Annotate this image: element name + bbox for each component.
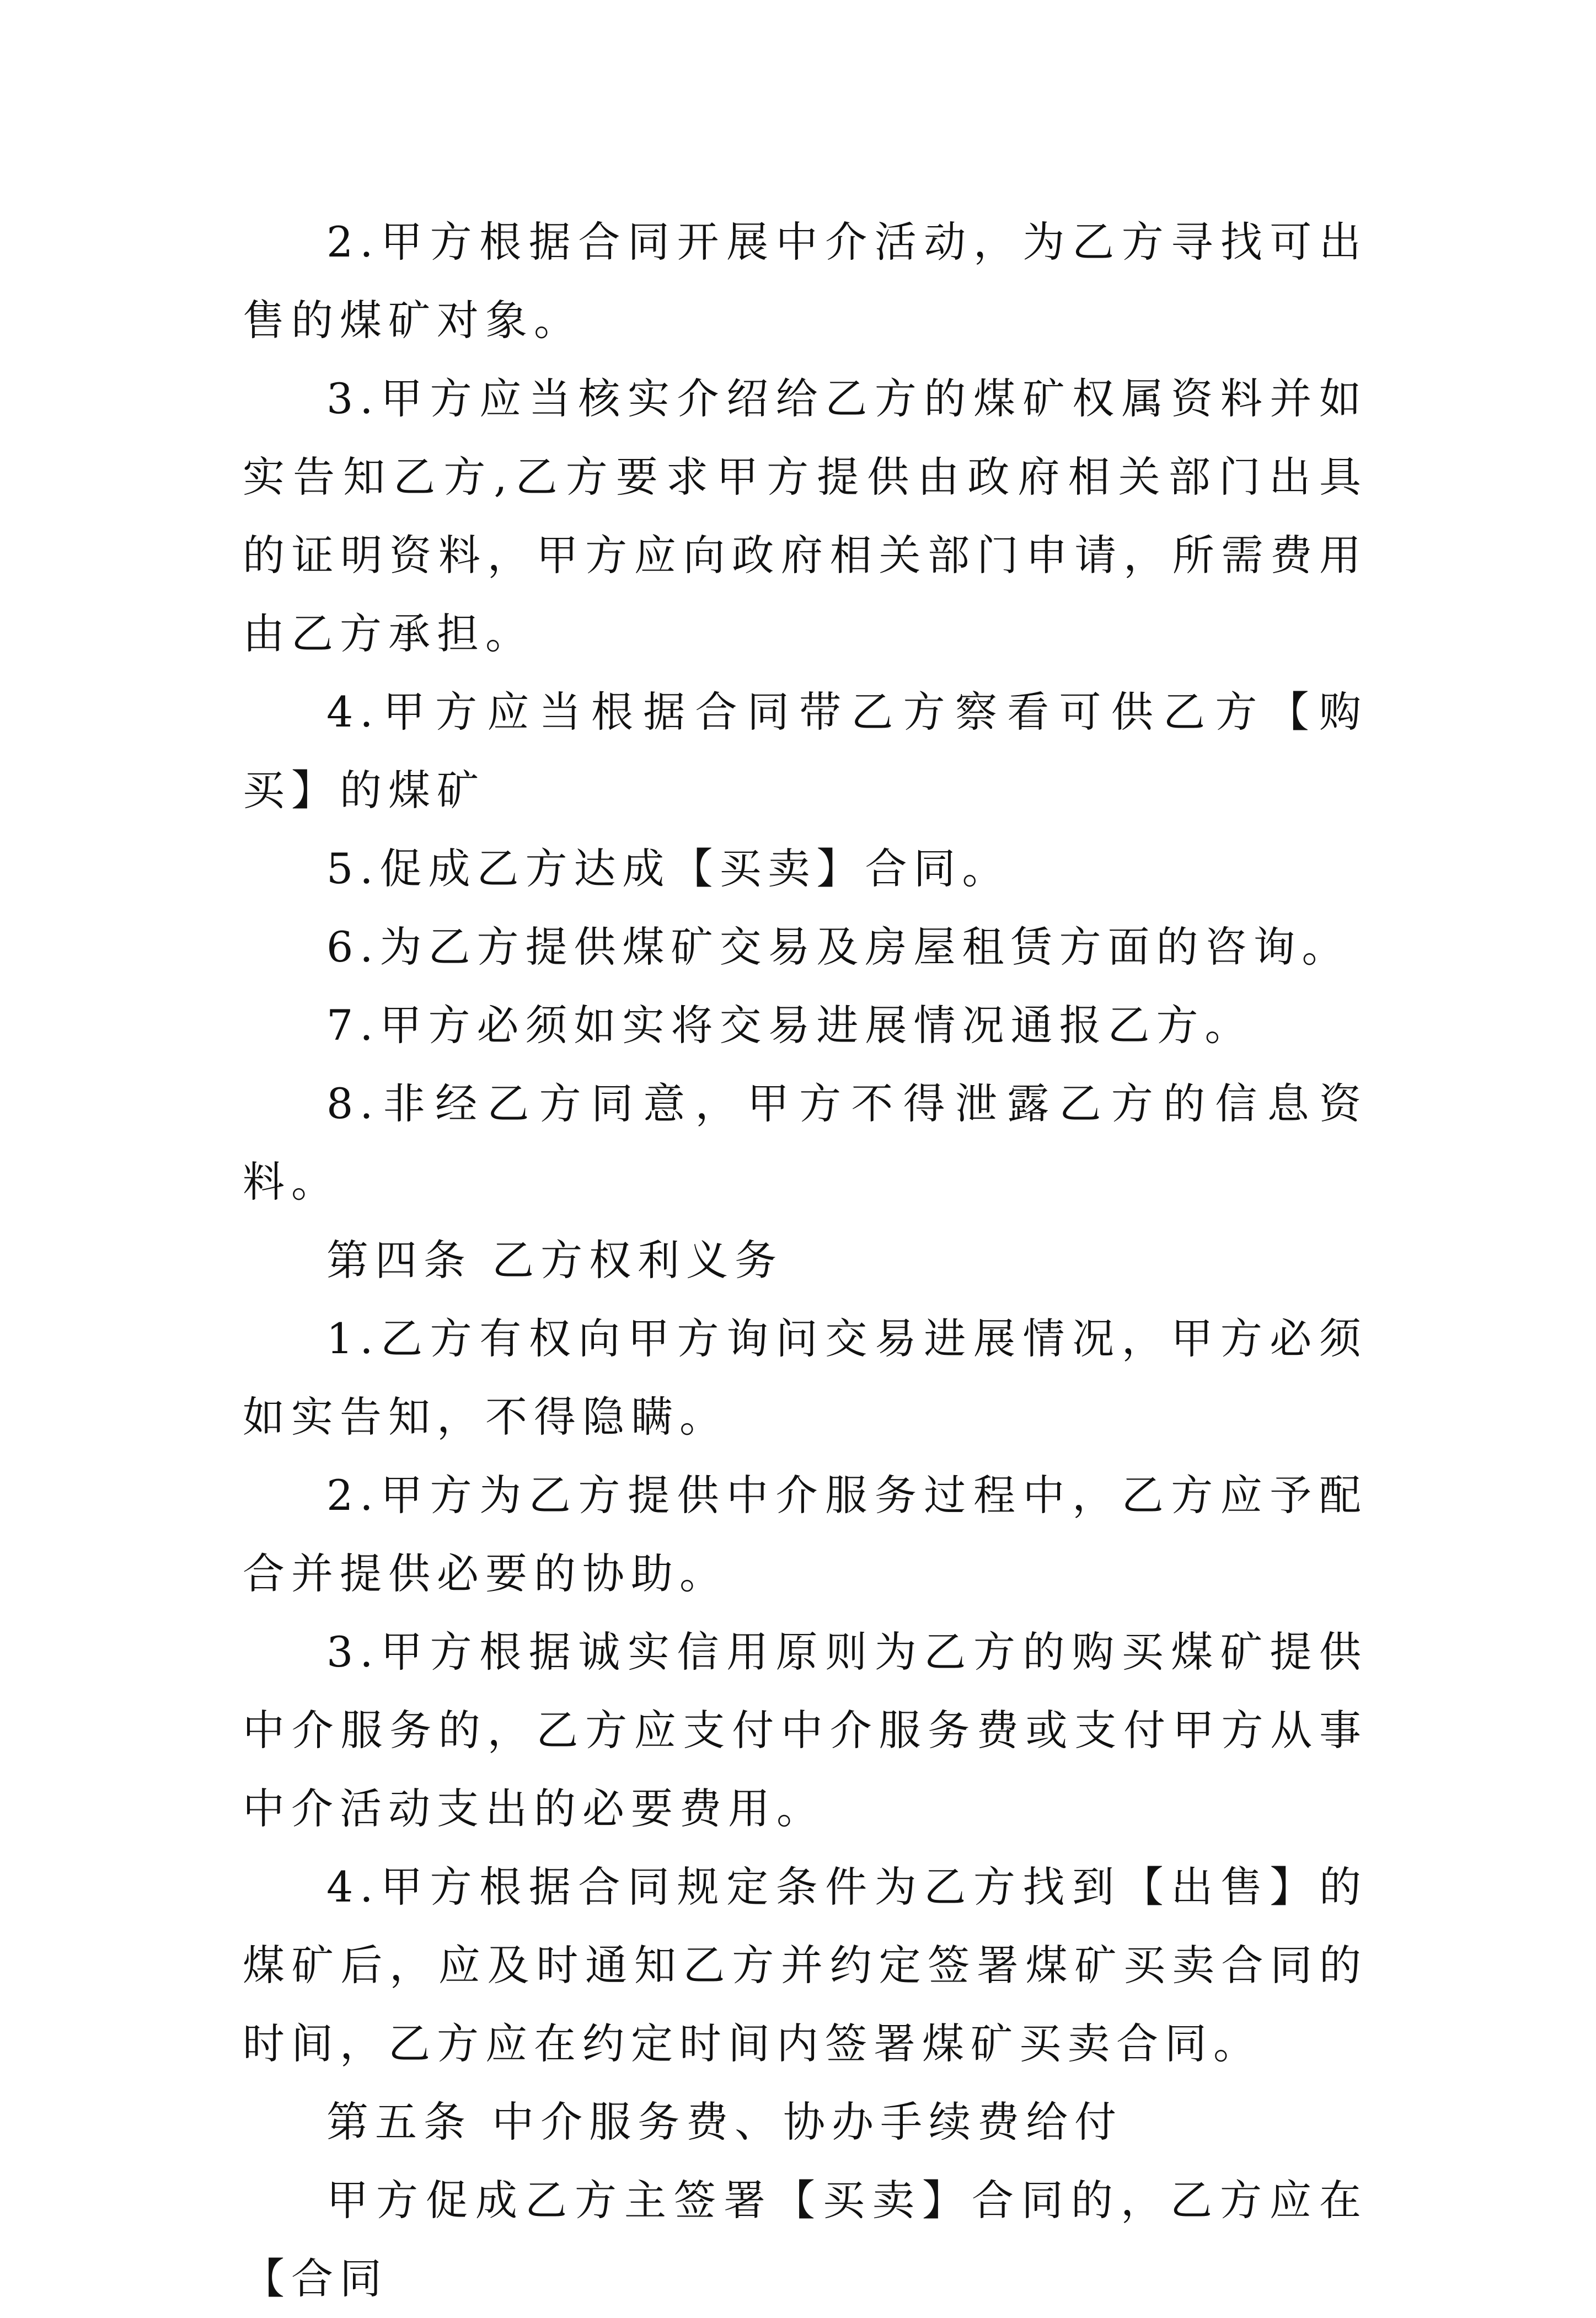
paragraph-article5-body: 甲方促成乙方主签署【买卖】合同的，乙方应在【合同: [243, 2176, 1368, 2303]
paragraph-article3-item2: 2.甲方根据合同开展中介活动，为乙方寻找可出售的煤矿对象。: [243, 217, 1368, 345]
article5-heading: 第五条 中介服务费、协办手续费给付: [326, 2097, 1123, 2146]
paragraph-article3-item5: 5.促成乙方达成【买卖】合同。: [326, 844, 1011, 893]
paragraph-article3-item6: 6.为乙方提供煤矿交易及房屋租赁方面的咨询。: [326, 922, 1351, 971]
paragraph-article4-item2: 2.甲方为乙方提供中介服务过程中，乙方应予配合并提供必要的协助。: [243, 1471, 1368, 1598]
paragraph-article3-item3: 3.甲方应当核实介绍给乙方的煤矿权属资料并如实告知乙方,乙方要求甲方提供由政府相关部门出具的证明资料，甲方应向政府相关部门申请，所需费用由乙方承担。: [243, 374, 1368, 658]
document-body: [243, 203, 1368, 2318]
paragraph-article4-item4: 4.甲方根据合同规定条件为乙方找到【出售】的煤矿后，应及时通知乙方并约定签署煤矿买卖合同的时间，乙方应在约定时间内签署煤矿买卖合同。: [243, 1862, 1368, 2068]
article4-heading: 第四条 乙方权利义务: [326, 1236, 784, 1285]
paragraph-article3-item7: 7.甲方必须如实将交易进展情况通报乙方。: [326, 1001, 1254, 1050]
paragraph-article3-item8: 8.非经乙方同意，甲方不得泄露乙方的信息资料。: [243, 1079, 1368, 1206]
paragraph-article4-item1: 1.乙方有权向甲方询问交易进展情况，甲方必须如实告知，不得隐瞒。: [243, 1314, 1368, 1441]
paragraph-article4-item3: 3.甲方根据诚实信用原则为乙方的购买煤矿提供中介服务的，乙方应支付中介服务费或支付甲方从事中介活动支出的必要费用。: [243, 1627, 1368, 1833]
paragraph-article3-item4: 4.甲方应当根据合同带乙方察看可供乙方【购买】的煤矿: [243, 687, 1368, 815]
